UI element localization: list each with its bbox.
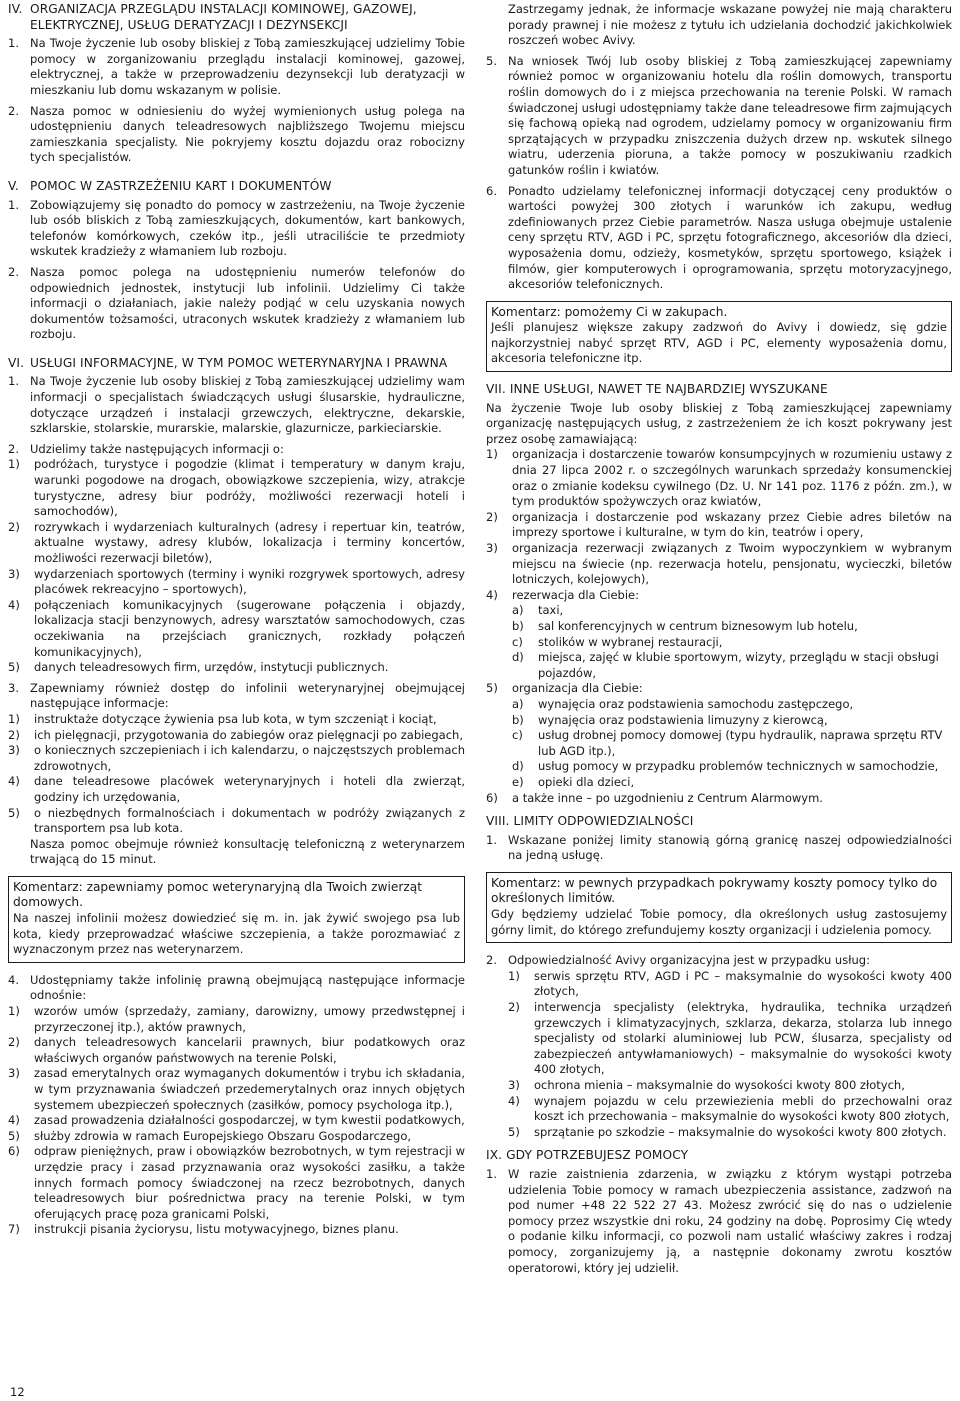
comment-title: Komentarz: w pewnych przypadkach pokrywamy koszty pomocy tylko do określonych limitów.	[491, 875, 938, 906]
sublist-item	[508, 1000, 952, 1078]
item-text: Ponadto udzielamy telefonicznej informacji dotyczącej ceny produktów o wartości powyżej 300 złotych i warunków ich zakupu, według zdefiniowanych przez Ciebie parametrów. Nasza usługa obejmuje ustalenie ceny sprzętu RTV, AGD i PC, sprzętu fotograficznego, akcesoriów dla dzieci, wyposażenia domu, odzieży, kosmetyków, sprzętu sportowego, książek i filmów, gier komputerowych i oprogramowania, sprzętu motoryzacyjnego, akcesoriów telefonicznych.	[508, 183, 952, 292]
sub-text: danych teleadresowych firm, urzędów, instytucji publicznych.	[34, 660, 389, 675]
sublist-item	[486, 791, 952, 807]
sub-number: 4)	[8, 774, 20, 789]
sub-text: sprzątanie po szkodzie – maksymalnie do wysokości kwoty 800 złotych.	[534, 1124, 947, 1139]
list-item	[8, 104, 465, 166]
item-number: 5.	[486, 53, 497, 68]
sub-text: organizacja rezerwacji związanych z Twoim wypoczynkiem w wybranym miejscu na świecie (np. rezerwacja hotelu, pensjonatu, wycieczki, biletów lotniczych, kolejowych),	[512, 541, 952, 587]
item-text: Udostępniamy także infolinię prawną obejmującą następujące informacje odnośnie:	[30, 972, 465, 1003]
sub-number: 6)	[8, 1144, 20, 1159]
comment-box-vet	[8, 876, 465, 963]
item-number: 1.	[8, 374, 19, 389]
list-item	[8, 198, 465, 260]
item-number: 2.	[8, 264, 19, 279]
sublist-item	[486, 541, 952, 588]
sub-number: 7)	[8, 1222, 20, 1237]
list-item	[486, 1167, 952, 1276]
sub-text: dane teleadresowe placówek weterynaryjnych i hoteli dla zwierząt, godziny ich urzędowania,	[34, 774, 465, 804]
list-item	[486, 184, 952, 293]
sub-text: instruktaże dotyczące żywienia psa lub kota, w tym szczeniąt i kociąt,	[34, 711, 437, 726]
right-column	[486, 2, 952, 1281]
comment-title: Komentarz: pomożemy Ci w zakupach.	[491, 304, 728, 319]
letter-label: b)	[512, 712, 524, 727]
letter-label: c)	[512, 634, 523, 649]
sublist-item	[486, 510, 952, 541]
comment-body: Gdy będziemy udzielać Tobie pomocy, dla określonych usług zastosujemy górny limit, do którego zrefundujemy koszty organizacji i udzielenia pomocy.	[491, 907, 947, 937]
sub-number: 2)	[8, 519, 20, 534]
list-item	[8, 681, 465, 712]
sublist-item	[8, 457, 465, 519]
sub-text: organizacja i dostarczenie towarów konsumpcyjnych w rozumieniu ustawy z dnia 27 lipca 2002 r. o szczególnych warunkach sprzedaży konsumenckiej oraz o zmianie kodeksu cywilnego (Dz. U. Nr 141 poz. 1176 z późn. zm.), w tym produktów spożywczych oraz kwiatów,	[512, 447, 952, 509]
sublist-item	[8, 712, 465, 728]
section-numeral: VII.	[486, 382, 506, 397]
sublist-item	[8, 1035, 465, 1066]
sub-number: 6)	[486, 790, 498, 805]
letter-list	[512, 697, 952, 791]
sub-number: 5)	[8, 805, 20, 820]
item-number: 1.	[8, 197, 19, 212]
legal-disclaimer: Zastrzegamy jednak, że informacje wskazane powyżej nie mają charakteru porady prawnej i nie możesz z tytułu ich udzielania dochodzić jakichkolwiek roszczeń wobec Avivy.	[508, 2, 952, 48]
letter-item	[512, 775, 952, 791]
sub-text: zasad emerytalnych oraz wymaganych dokumentów i trybu ich składania, w tym przyznawania świadczeń przedemerytalnych oraz innych objętych systemem ubezpieczeń społecznych (zasiłków, pomocy psychologa itp.),	[34, 1066, 465, 1112]
comment-box-shopping	[486, 301, 952, 372]
sub-text: podróżach, turystyce i pogodzie (klimat i temperatury w danym kraju, warunki pogodowe na drogach, obowiązkowe szczepienia, wizy, atrakcje turystyczne, adresy biur podróży, możliwości rezerwacji hoteli i samochodów),	[34, 457, 465, 519]
section-title: GDY POTRZEBUJESZ POMOCY	[506, 1148, 689, 1163]
letter-label: d)	[512, 650, 524, 665]
list-item	[8, 374, 465, 436]
letter-item	[512, 619, 952, 635]
sub-text: interwencja specjalisty (elektryka, hydraulika, technika urządzeń grzewczych i klimatyzacyjnych, szklarza, dekarza, stolarza lub innego specjalisty od stolarki aluminiowej lub PCW, ślusarza, specjalisty od zabezpieczeń antywłamaniowych) – maksymalnie do wysokości kwoty 400 złotych,	[534, 1000, 952, 1077]
sublist	[8, 1004, 465, 1238]
sub-number: 4)	[486, 587, 498, 602]
sub-text: zasad prowadzenia działalności gospodarczej, w tym kwestii podatkowych,	[34, 1113, 465, 1128]
letter-text: taxi,	[538, 603, 564, 618]
item-text: Na Twoje życzenie lub osoby bliskiej z Tobą zamieszkującej udzielimy Tobie pomocy w zorganizowaniu przeglądu instalacji kominowej, gazowej, elektrycznej, a także w przeprowadzeniu dezynsekcji lub deratyzacji w mieszkaniu lub domu wskazanym w polisie.	[30, 36, 465, 97]
sublist-item	[508, 1125, 952, 1141]
sublist-item	[8, 1113, 465, 1129]
sublist-item	[8, 1004, 465, 1035]
sub-number: 3)	[486, 541, 498, 555]
sub-text: danych teleadresowych kancelarii prawnych, biur podatkowych oraz właściwych organów państwowych na terenie Polski,	[34, 1035, 465, 1065]
sublist-item	[486, 588, 952, 604]
sublist-item	[8, 728, 465, 744]
sub-text: serwis sprzętu RTV, AGD i PC – maksymalnie do wysokości kwoty 400 złotych,	[534, 968, 952, 999]
letter-label: e)	[512, 774, 524, 789]
letter-text: usług drobnej pomocy domowej (typu hydraulik, naprawa sprzętu RTV lub AGD itp.),	[538, 728, 943, 758]
sublist-item	[8, 774, 465, 805]
sub-text: wzorów umów (sprzedaży, zamiany, darowizny, umowy przedwstępnej i przyrzeczonej itp.), aktów prawnych,	[34, 1004, 465, 1034]
sublist-item	[8, 660, 465, 676]
sub-number: 5)	[486, 681, 498, 696]
sublist	[508, 969, 952, 1141]
sublist-item	[8, 1129, 465, 1145]
section-title: POMOC W ZASTRZEŻENIU KART I DOKUMENTÓW	[30, 178, 332, 193]
letter-text: wynajęcia oraz podstawienia limuzyny z kierowcą,	[538, 712, 828, 727]
sub-text: wydarzeniach sportowych (terminy i wyniki rozgrywek sportowych, adresy placówek rekreacyjno – sportowych),	[34, 566, 465, 597]
sub-text: instrukcji pisania życiorysu, listu motywacyjnego, biznes planu.	[34, 1222, 399, 1237]
letter-item	[512, 728, 952, 759]
section-iv-heading	[8, 2, 465, 33]
sub-number: 4)	[8, 597, 20, 612]
sub-text: o niezbędnych formalnościach i dokumentach w podróży związanych z transportem psa lub kota.	[34, 805, 465, 836]
sub-number: 2)	[8, 1035, 20, 1050]
sub-text: organizacja i dostarczenie pod wskazany przez Ciebie adres biletów na imprezy sportowe i kulturalne, w tym do kin, teatrów i opery,	[512, 509, 952, 540]
section-numeral: VI.	[8, 355, 25, 370]
item-number: 2.	[8, 441, 19, 456]
sublist-item	[486, 681, 952, 697]
sub-number: 2)	[8, 727, 20, 742]
sub-number: 1)	[8, 1004, 20, 1019]
letter-item	[512, 759, 952, 775]
sub-text: o koniecznych szczepieniach i ich kalendarzu, o najczęstszych problemach zdrowotnych,	[34, 743, 465, 773]
sub-text: ich pielęgnacji, przygotowania do zabiegów oraz pielęgnacji po zabiegach,	[34, 727, 463, 742]
sub-text: odpraw pieniężnych, praw i obowiązków bezrobotnych, w tym rejestracji w urzędzie pracy i zasad przyznawania oraz wysokości zasiłku, a także innych formach pomocy świadczonej na rzecz bezrobotnych, danych teleadresowych biur pośrednictwa pracy na terenie Polski, w tym oferujących pracę poza granicami Polski,	[34, 1144, 465, 1221]
section-vi-heading	[8, 356, 465, 372]
letter-item	[512, 603, 952, 619]
sublist-item	[8, 567, 465, 598]
item-text: Zobowiązujemy się ponadto do pomocy w zastrzeżeniu, na Twoje życzenie lub osób bliskich z Tobą zamieszkujących, dokumentów, kart bankowych, telefonów komórkowych, czeków itp., jeśli utraciliście te przedmioty wskutek kradzieży z włamaniem lub rozboju.	[30, 197, 465, 259]
letter-item	[512, 650, 952, 681]
sub-number: 3)	[8, 1066, 20, 1081]
sub-number: 1)	[508, 968, 520, 983]
sub-number: 3)	[508, 1078, 520, 1092]
comment-title: Komentarz: zapewniamy pomoc weterynaryjną dla Twoich zwierząt domowych.	[13, 879, 423, 910]
item-number: 2.	[8, 103, 19, 118]
letter-list	[512, 603, 952, 681]
letter-label: a)	[512, 696, 524, 711]
item-text: W razie zaistnienia zdarzenia, w związku z którym wystąpi potrzeba udzielenia Tobie pomocy w ramach ubezpieczenia assistance, zadzwoń na pod numer +48 22 522 27 43. Możesz zwrócić się do nas o udzielenie pomocy przez wszystkie dni roku, 24 godziny na dobę. Poprosimy Cię wtedy o podanie kilku informacji, co pozwoli nam ustalić właściwy zakres i rodzaj pomocy, zorganizujemy ją, a następnie dokonamy zwrotu kosztów operatorowi, który jej udzielił.	[508, 1166, 952, 1275]
sublist-item	[8, 1222, 465, 1238]
letter-label: b)	[512, 618, 524, 633]
section-title: USŁUGI INFORMACYJNE, W TYM POMOC WETERYNARYJNA I PRAWNA	[30, 355, 448, 370]
item-text: Na Twoje życzenie lub osoby bliskiej z Tobą zamieszkującej udzielimy wam informacji o specjalistach świadczących usługi ślusarskie, hydrauliczne, dotyczące urządzeń i instalacji grzewczych, elektryczne, dekarskie, szklarskie, stolarskie, murarskie, malarskie, glazurnicze, parkieciarskie.	[30, 374, 465, 436]
sublist-item	[508, 969, 952, 1000]
item-number: 1.	[8, 36, 19, 51]
sub-number: 2)	[486, 509, 498, 524]
item-text: Nasza pomoc polega na udostępnieniu numerów telefonów do odpowiednich jednostek, instytucji lub infolinii. Udzielimy Ci także informacji o działaniach, jakie należy podjąć w celu uzyskania nowych dokumentów tożsamości, utraconych wskutek kradzieży z włamaniem lub rozboju.	[30, 264, 465, 342]
item-number: 4.	[8, 972, 19, 987]
sub-text: ochrona mienia – maksymalnie do wysokości kwoty 800 złotych,	[534, 1078, 905, 1092]
comment-body: Jeśli planujesz większe zakupy zadzwoń do Avivy i dowiedz, się gdzie najkorzystniej nabyć sprzęt RTV, AGD i PC, elementy wyposażenia domu, akcesoria telefoniczne itp.	[491, 320, 947, 366]
item-number: 1.	[486, 832, 497, 847]
sub-number: 5)	[508, 1124, 520, 1139]
sublist-item	[8, 1144, 465, 1222]
letter-label: a)	[512, 603, 524, 618]
sub-text: rozrywkach i wydarzeniach kulturalnych (adresy i repertuar kin, teatrów, aktualne wystawy, adresy klubów, lokalizacja i terminy koncertów, możliwości rezerwacji biletów),	[34, 519, 465, 565]
sub-number: 4)	[8, 1113, 20, 1128]
sublist-item	[508, 1094, 952, 1125]
item-text: Nasza pomoc w odniesieniu do wyżej wymienionych usług polega na udostępnieniu danych teleadresowych najbliższego Twojemu miejscu zamieszkania specjalisty. Nie pokryjemy kosztu dojazdu oraz robocizny tych specjalistów.	[30, 103, 465, 165]
section-numeral: IV.	[8, 2, 23, 16]
section-numeral: V.	[8, 178, 19, 193]
item-text: Odpowiedzialność Avivy organizacyjna jest w przypadku usług:	[508, 953, 870, 968]
letter-text: opieki dla dzieci,	[538, 774, 635, 789]
item-number: 2.	[486, 953, 497, 968]
sub-number: 1)	[486, 447, 498, 462]
sublist-item	[486, 447, 952, 509]
sub-text: a także inne – po uzgodnieniu z Centrum Alarmowym.	[512, 790, 823, 805]
left-column	[8, 2, 465, 1238]
sublist	[8, 457, 465, 675]
section-vii-heading	[486, 382, 952, 398]
sub-number: 3)	[8, 566, 20, 581]
letter-text: usług pomocy w przypadku problemów technicznych w samochodzie,	[538, 759, 939, 774]
sublist-item	[508, 1078, 952, 1094]
item-text: Wskazane poniżej limity stanowią górną granicę naszej odpowiedzialności na jedną usługę.	[508, 832, 952, 863]
section-title: LIMITY ODPOWIEDZIALNOŚCI	[513, 814, 694, 829]
sub-number: 5)	[8, 1128, 20, 1143]
sublist-item	[8, 520, 465, 567]
item-text: Zapewniamy również dostęp do infolinii weterynaryjnej obejmującej następujące informacje:	[30, 680, 465, 711]
item-number: 3.	[8, 680, 19, 695]
sublist-item	[8, 743, 465, 774]
sub-text: wynajem pojazdu w celu przewiezienia mebli do przechowalni oraz koszt ich przechowania – maksymalnie do wysokości kwoty 800 złotych,	[534, 1093, 952, 1124]
letter-item	[512, 697, 952, 713]
letter-label: d)	[512, 759, 524, 774]
sublist-item	[8, 806, 465, 837]
section-numeral: VIII.	[486, 814, 510, 829]
item-number: 6.	[486, 183, 497, 198]
sublist-item	[8, 1066, 465, 1113]
letter-text: stolików w wybranej restauracji,	[538, 634, 723, 649]
page-number: 12	[10, 1385, 25, 1399]
section-title: ORGANIZACJA PRZEGLĄDU INSTALACJI KOMINOWEJ, GAZOWEJ, ELEKTRYCZNEJ, USŁUG DERATYZACJI I DEZYNSEKCJI	[30, 2, 417, 32]
section-numeral: IX.	[486, 1148, 503, 1163]
letter-text: miejsca, zajęć w klubie sportowym, wizyty, przeglądu w stacji obsługi pojazdów,	[538, 650, 939, 680]
comment-body: Na naszej infolinii możesz dowiedzieć się m. in. jak żywić swojego psa lub kota, kiedy przeprowadzać właściwe szczepienia, a także porozmawiać z wyznaczonym przez nas weterynarzem.	[13, 911, 460, 957]
list-item	[8, 265, 465, 343]
section-viii-heading	[486, 814, 952, 830]
sub-number: 1)	[8, 457, 20, 472]
vet-consultation-note: Nasza pomoc obejmuje również konsultację telefoniczną z weterynarzem trwającą do 15 minut.	[30, 836, 465, 867]
letter-text: wynajęcia oraz podstawienia samochodu zastępczego,	[538, 696, 854, 711]
list-item	[8, 973, 465, 1004]
letter-text: sal konferencyjnych w centrum biznesowym lub hotelu,	[538, 618, 858, 633]
list-item	[486, 953, 952, 969]
list-item	[486, 833, 952, 864]
sublist	[486, 447, 952, 806]
letter-item	[512, 713, 952, 729]
item-text: Na wniosek Twój lub osoby bliskiej z Tobą zamieszkującej zapewniamy również pomoc w organizowaniu hotelu dla roślin domowych, transportu roślin domowych do i z miejsca przechowania na terenie Polski. W ramach świadczonej usługi udostępniamy także dane teleadresowe firm zajmujących się fachową opieką nad ogrodem, udzielamy pomocy w organizowaniu firm sprzątających w przypadku zniszczenia dużych drzew np. wskutek silnego wiatru, uderzenia pioruna, a także pomocy w poszukiwaniu rzadkich gatunków roślin i kwiatów.	[508, 53, 952, 177]
item-text: Udzielimy także następujących informacji o:	[30, 441, 284, 456]
sub-text: służby zdrowia w ramach Europejskiego Obszaru Gospodarczego,	[34, 1128, 412, 1143]
section-intro: Na życzenie Twoje lub osoby bliskiej z Tobą zamieszkującej zapewniamy organizację następujących usług, z zastrzeżeniem że ich koszt pokrywany jest przez osobę zamawiającą:	[486, 400, 952, 446]
letter-label: c)	[512, 728, 523, 743]
letter-item	[512, 635, 952, 651]
list-item	[486, 54, 952, 179]
sub-text: organizacja dla Ciebie:	[512, 681, 643, 696]
sublist-item	[8, 598, 465, 660]
list-item	[8, 442, 465, 458]
sub-text: połączeniach komunikacyjnych (sugerowane połączenia i objazdy, lokalizacja stacji benzynowych, adresy warsztatów samochodowych, czas oczekiwania na przejściach granicznych, rozkłady połączeń komunikacyjnych),	[34, 597, 465, 659]
sublist	[8, 712, 465, 837]
section-title: INNE USŁUGI, NAWET TE NAJBARDZIEJ WYSZUKANE	[509, 382, 828, 397]
sub-text: rezerwacja dla Ciebie:	[512, 587, 640, 602]
sub-number: 1)	[8, 711, 20, 726]
item-number: 1.	[486, 1166, 497, 1181]
section-ix-heading	[486, 1148, 952, 1164]
sub-number: 2)	[508, 1000, 520, 1015]
sub-number: 3)	[8, 743, 20, 758]
sub-number: 5)	[8, 660, 20, 675]
sub-number: 4)	[508, 1093, 520, 1108]
list-item	[8, 36, 465, 98]
section-v-heading	[8, 179, 465, 195]
comment-box-limits	[486, 872, 952, 943]
